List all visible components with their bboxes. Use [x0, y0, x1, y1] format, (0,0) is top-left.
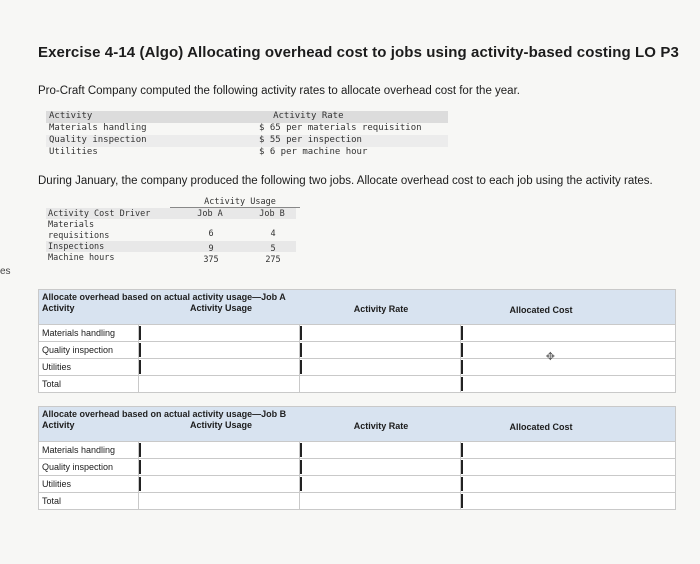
- job-a-caption: Allocate overhead based on actual activity usage—Job A: [39, 290, 675, 304]
- job-b-caption: Allocate overhead based on actual activity usage—Job B: [39, 407, 675, 421]
- rates-activity: Utilities: [49, 147, 98, 157]
- rate-input[interactable]: [300, 342, 461, 358]
- cost-input[interactable]: [461, 459, 621, 475]
- rate-input[interactable]: [300, 442, 461, 458]
- usage-row-label: Materials: [48, 220, 95, 230]
- row-label: Materials handling: [39, 442, 139, 458]
- rate-input[interactable]: [300, 476, 461, 492]
- col-usage-header: Activity Usage: [189, 420, 253, 430]
- cost-input[interactable]: [461, 325, 621, 341]
- table-row: [39, 358, 675, 375]
- usage-input[interactable]: [139, 359, 300, 375]
- col-activity-header: Activity: [42, 420, 75, 430]
- row-label: Utilities: [39, 476, 139, 492]
- table-row: [39, 341, 675, 358]
- job-b-header-row: [39, 419, 675, 441]
- rates-rate: $ 55 per inspection: [259, 135, 362, 145]
- rate-input[interactable]: [300, 359, 461, 375]
- usage-job-a-value: 375: [203, 255, 219, 265]
- rates-row: [46, 147, 448, 159]
- col-usage-header: Activity Usage: [189, 303, 253, 313]
- intro-text: Pro-Craft Company computed the following activity rates to allocate overhead cost for the year.: [38, 85, 520, 97]
- instructions-text: During January, the company produced the following two jobs. Allocate overhead cost to each job using the activity rates.: [38, 175, 653, 187]
- usage-job-a-value: 9: [208, 244, 214, 254]
- col-rate-header: Activity Rate: [353, 304, 409, 314]
- usage-header-divider: [170, 207, 300, 208]
- usage-row-label: requisitions: [48, 231, 110, 241]
- usage-row-label: Machine hours: [48, 253, 115, 263]
- usage-job-b-value: 4: [270, 229, 276, 239]
- col-cost-header: Allocated Cost: [509, 422, 573, 432]
- usage-row-label: Inspections: [48, 242, 105, 252]
- usage-input[interactable]: [139, 459, 300, 475]
- page-title: Exercise 4-14 (Algo) Allocating overhead cost to jobs using activity-based costing LO P3: [38, 44, 679, 61]
- rates-activity: Quality inspection: [49, 135, 147, 145]
- rates-header-row: [46, 111, 448, 123]
- usage-total-cell: [139, 376, 300, 392]
- table-row: [39, 475, 675, 492]
- row-label: Quality inspection: [39, 342, 139, 358]
- usage-job-a-header: Job A: [197, 209, 223, 219]
- table-row: [39, 492, 675, 509]
- table-row: [39, 375, 675, 392]
- usage-input[interactable]: [139, 476, 300, 492]
- cost-input[interactable]: [461, 476, 621, 492]
- side-tab-label: es: [0, 266, 11, 277]
- job-a-allocation-table: [38, 289, 676, 393]
- table-row: [39, 458, 675, 475]
- cost-input[interactable]: [461, 359, 621, 375]
- rates-rate: $ 6 per machine hour: [259, 147, 368, 157]
- cost-input[interactable]: [461, 342, 621, 358]
- table-row: [39, 441, 675, 458]
- usage-job-b-value: 5: [270, 244, 276, 254]
- row-label: Utilities: [39, 359, 139, 375]
- rate-total-cell: [300, 493, 461, 509]
- usage-job-b-value: 275: [265, 255, 281, 265]
- rates-rate: $ 65 per materials requisition: [259, 123, 422, 133]
- col-rate-header: Activity Rate: [353, 421, 409, 431]
- activity-rates-table: [46, 111, 448, 161]
- move-cursor-icon: ✥: [545, 351, 555, 363]
- row-label: Materials handling: [39, 325, 139, 341]
- cost-input[interactable]: [461, 442, 621, 458]
- table-row: [39, 324, 675, 341]
- row-label: Total: [39, 376, 139, 392]
- rates-header-rate: Activity Rate: [273, 111, 344, 121]
- usage-group-header: Activity Usage: [204, 197, 276, 207]
- cost-total-input[interactable]: [461, 376, 621, 392]
- rates-header-activity: Activity: [49, 111, 93, 121]
- usage-input[interactable]: [139, 325, 300, 341]
- rates-activity: Materials handling: [49, 123, 147, 133]
- rates-row: [46, 135, 448, 147]
- col-cost-header: Allocated Cost: [509, 305, 573, 315]
- row-label: Quality inspection: [39, 459, 139, 475]
- usage-job-b-header: Job B: [259, 209, 285, 219]
- cost-total-input[interactable]: [461, 493, 621, 509]
- usage-total-cell: [139, 493, 300, 509]
- rates-row: [46, 123, 448, 135]
- rate-total-cell: [300, 376, 461, 392]
- rate-input[interactable]: [300, 459, 461, 475]
- job-b-allocation-table: [38, 406, 676, 510]
- col-activity-header: Activity: [42, 303, 75, 313]
- usage-input[interactable]: [139, 442, 300, 458]
- usage-driver-header: Activity Cost Driver: [48, 209, 151, 219]
- usage-input[interactable]: [139, 342, 300, 358]
- job-a-header-row: [39, 302, 675, 324]
- row-label: Total: [39, 493, 139, 509]
- rate-input[interactable]: [300, 325, 461, 341]
- usage-job-a-value: 6: [208, 229, 214, 239]
